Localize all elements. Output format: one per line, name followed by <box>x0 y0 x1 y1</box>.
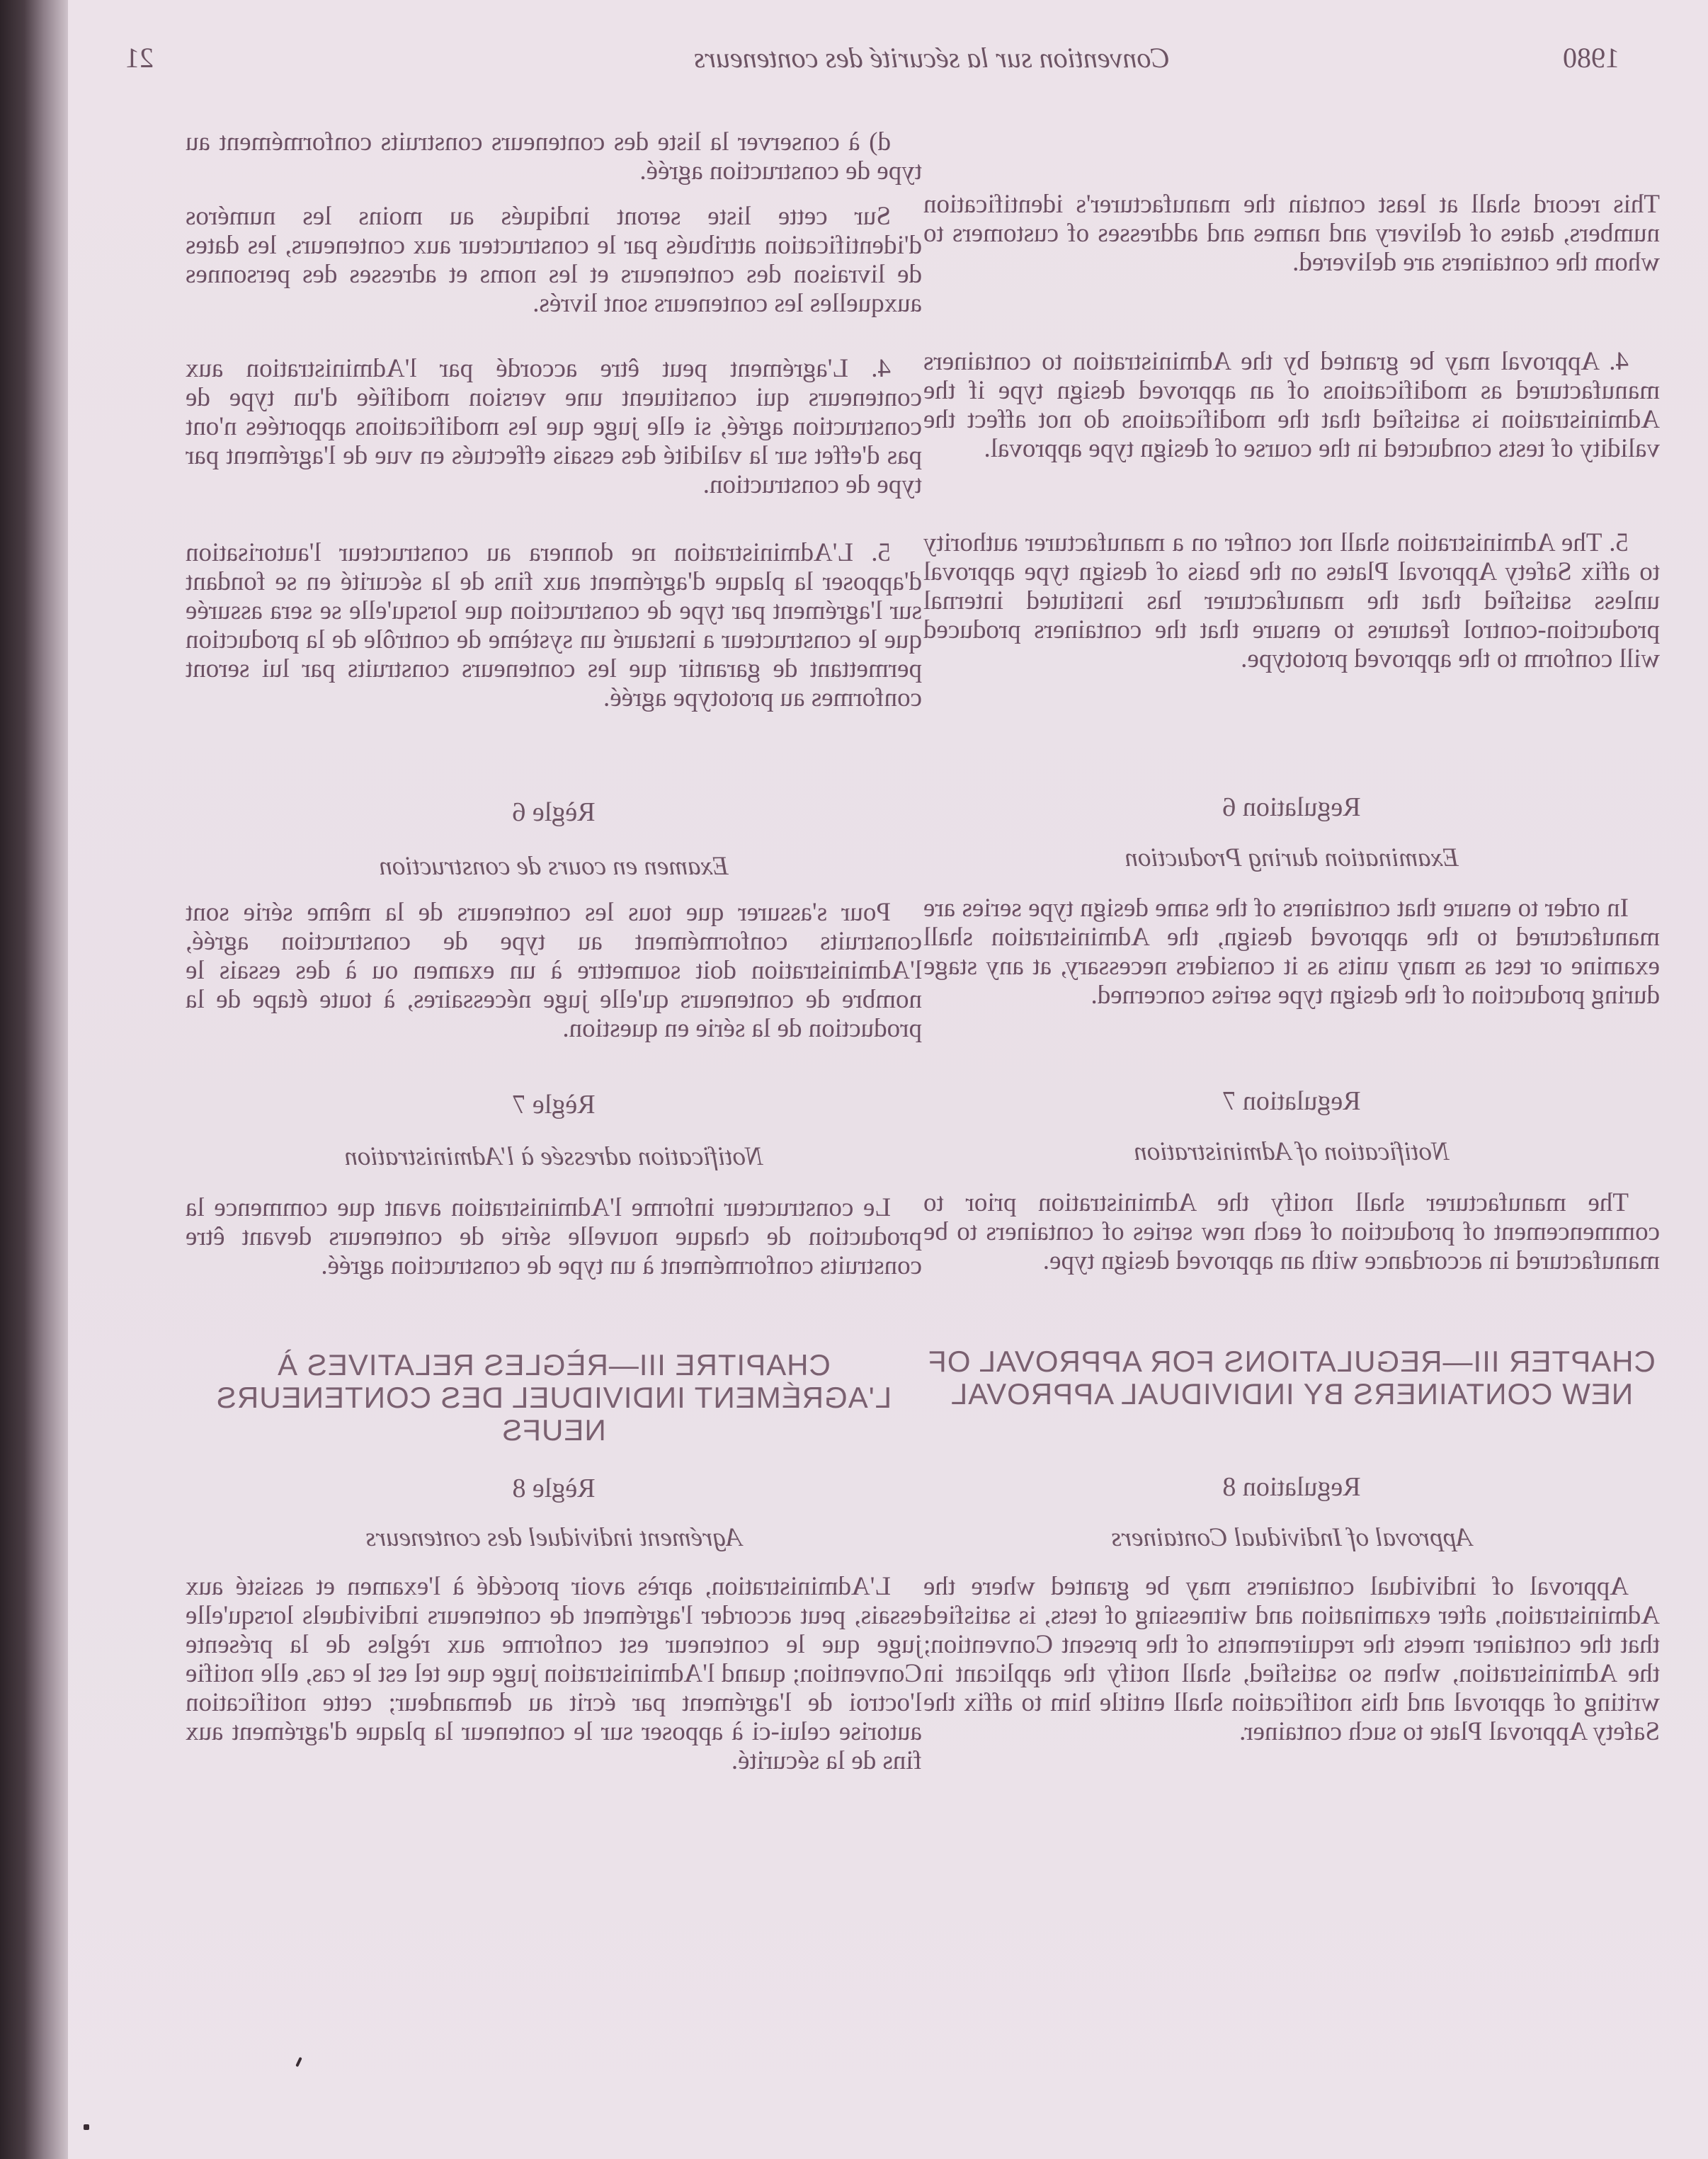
english-paragraph: 5. The Administration shall not confer on a manufacturer authority to affix Safety Approval Plates on the basis of design type approval unless satisfied that the manufacturer has instituted internal production-control features to ensure that the containers produced will conform to the approved prototype. <box>923 528 1660 673</box>
english-paragraph: The manufacturer shall notify the Administration prior to commencement of production of each new series of containers to be manufactured in accordance with an approved design type. <box>923 1188 1660 1275</box>
header-page-number: 21 <box>125 42 154 74</box>
regle-7-subtitle: Notification adressée à l'Administration <box>344 1142 763 1171</box>
regulation-7-title: Regulation 7 <box>1222 1086 1361 1116</box>
english-paragraph: In order to ensure that containers of the same design type series are manufactured to the approved design, the Administration shall examine or test as many units as it considers necessary, at any stage during production of the design type series concerned. <box>923 894 1660 1010</box>
regulation-8-title: Regulation 8 <box>1222 1472 1361 1502</box>
regle-7-title: Règle 7 <box>512 1090 596 1120</box>
french-paragraph: 4. L'agrément peut être accordé par l'Administration aux conteneurs qui constituent une version modifiée d'un type de construction agréé, si elle juge que les modifications apportées n'ont pas d'effet sur la validité des essais effectués en vue de l'agrément par type de construction. <box>186 354 922 499</box>
regulation-6-subtitle: Examination during Production <box>1125 843 1459 872</box>
french-paragraph: Le constructeur informe l'Administration avant que commence la production de chaque nouvelle série de conteneurs devant être construits conformément à un type de construction agréé. <box>186 1193 922 1280</box>
french-paragraph: L'Administration, après avoir procédé à l'examen et assisté aux essais, peut accorder l'agrément de conteneurs individuels lorsqu'elle juge que le conteneur est conforme aux règles de la présente Convention; quand l'Administration juge que tel est le cas, elle notifie l'octroi de l'agrément par écrit au demandeur; cette notification autorise celui-ci à apposer sur le conteneur la plaque d'agrément aux fins de la sécurité. <box>186 1572 922 1775</box>
speck-mark <box>84 2124 89 2130</box>
english-column <box>923 0 1660 2159</box>
regle-6-subtitle: Examen en cours de construction <box>379 852 729 881</box>
english-paragraph: 4. Approval may be granted by the Administration to containers manufactured as modifications of an approved design type if the Administration is satisfied that the modifications do not affect the validity of tests conducted in the course of design type approval. <box>923 347 1660 463</box>
chapitre-title: CHAPITRE III—RÈGLES RELATIVES À L'AGRÉMENT INDIVIDUEL DES CONTENEURS NEUFS <box>215 1348 892 1447</box>
regle-8-subtitle: Agrément individuel des conteneurs <box>365 1523 742 1552</box>
english-paragraph: This record shall at least contain the manufacturer's identification numbers, dates of delivery and names and addresses of customers to whom the containers are delivered. <box>923 190 1660 277</box>
french-column <box>186 0 922 2159</box>
regulation-6-title: Regulation 6 <box>1222 792 1361 822</box>
french-paragraph: Sur cette liste seront indiqués au moins les numéros d'identification attribués par le constructeur aux conteneurs, les dates de livraison des conteneurs et les noms et adresses des personnes auxquelles les conteneurs sont livrés. <box>186 202 922 318</box>
french-paragraph: 5. L'Administration ne donnera au constructeur l'autorisation d'apposer la plaque d'agrément aux fins de la sécurité en se fondant sur l'agrément par type de construction que lorsqu'elle se sera assurée que le constructeur a instauré un système de contrôle de la production permettant de garantir que les conteneurs construits par lui seront conformes au prototype agréé. <box>186 538 922 712</box>
french-paragraph: Pour s'assurer que tous les conteneurs de la même série sont construits conformément au type de construction agréé, l'Administration doit soumettre à un examen ou à des essais le nombre de conteneurs qu'elle juge nécessaires, à toute étape de la production de la série en question. <box>186 898 922 1043</box>
regle-6-title: Règle 6 <box>512 797 596 827</box>
english-paragraph: Approval of individual containers may be granted where the Administration, after examination and witnessing of tests, is satisfied that the container meets the requirements of the present Convention; the Administration, when so satisfied, shall notify the applicant in writing of approval and this notification shall entitle him to affix the Safety Approval Plate to such container. <box>923 1572 1660 1746</box>
french-paragraph: d) à conserver la liste des conteneurs construits conformément au type de construction agréé. <box>186 127 922 186</box>
regle-8-title: Règle 8 <box>512 1474 596 1503</box>
header-title: Convention sur la sécurité des conteneurs <box>693 42 1170 74</box>
regulation-8-subtitle: Approval of Individual Containers <box>1111 1523 1472 1552</box>
header-year: 1980 <box>1563 42 1619 74</box>
chapter-title: CHAPTER III—REGULATIONS FOR APPROVAL OF NEW CONTAINERS BY INDIVIDUAL APPROVAL <box>928 1345 1656 1411</box>
regulation-7-subtitle: Notification of Administration <box>1134 1137 1450 1166</box>
